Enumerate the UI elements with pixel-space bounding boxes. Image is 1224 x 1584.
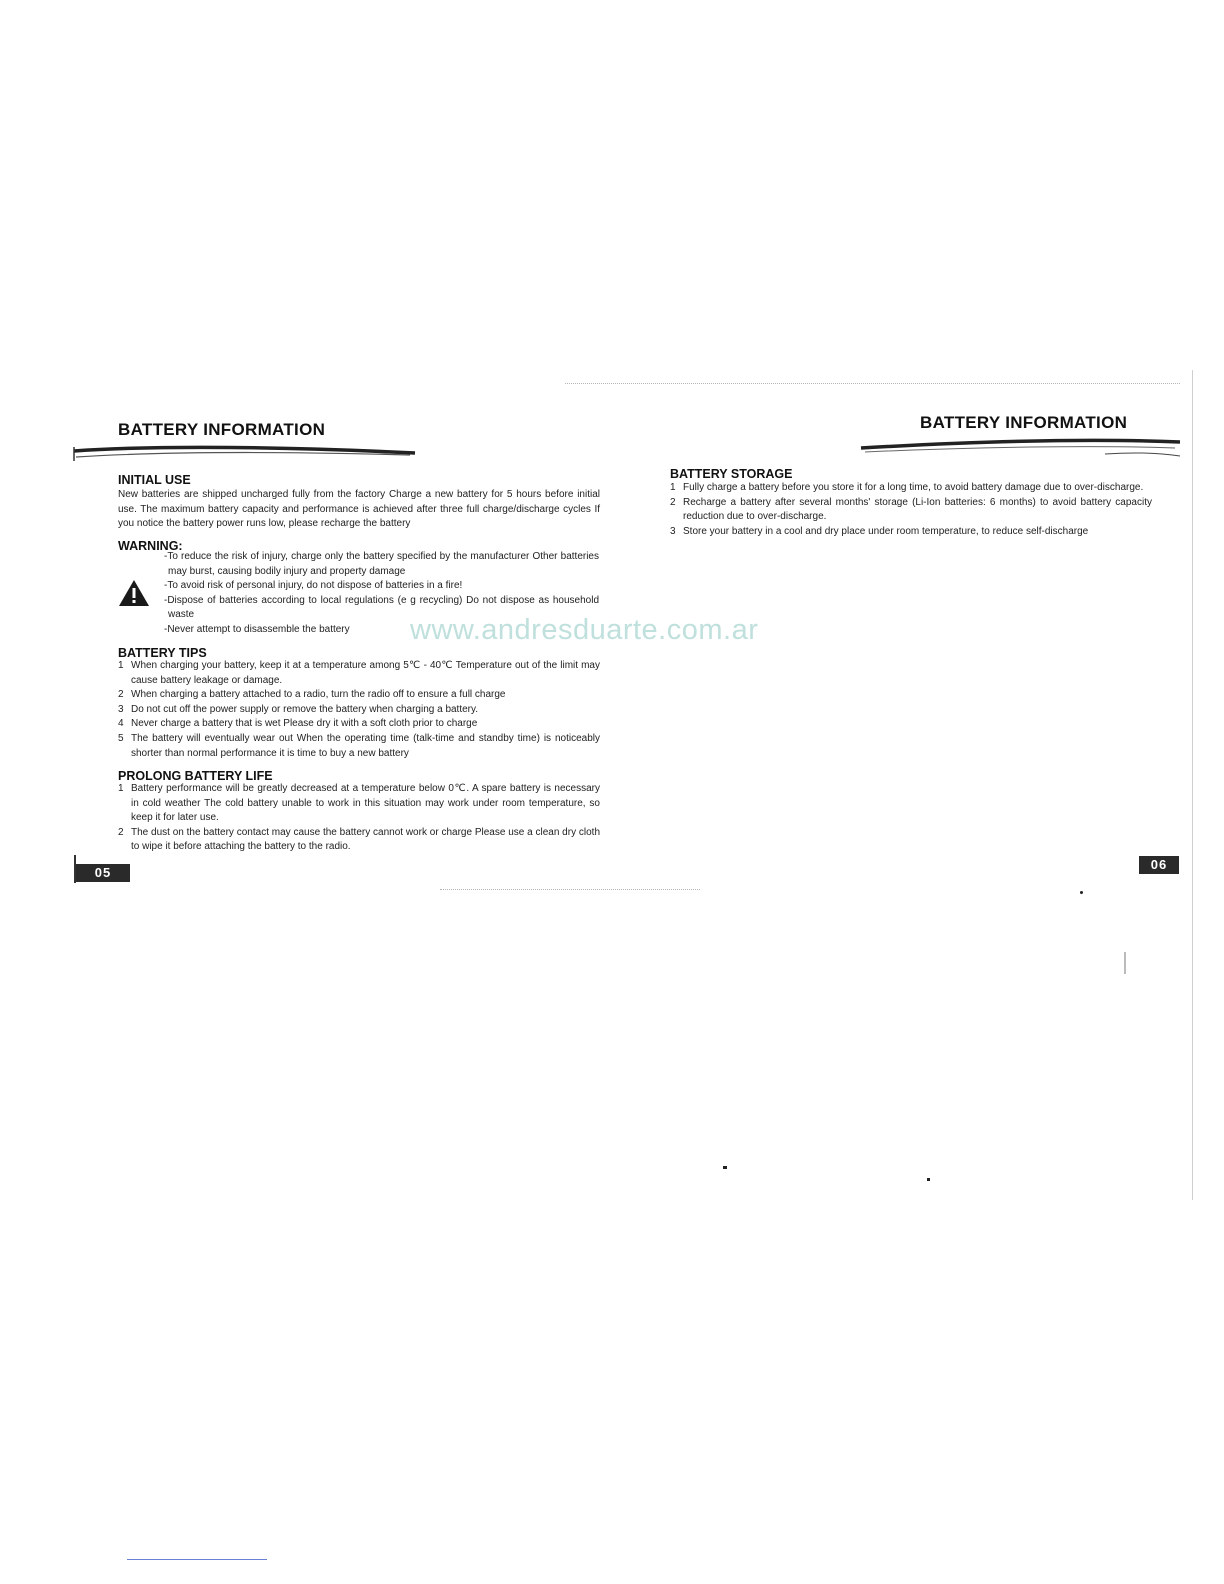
list-item-text: When charging a battery attached to a radio, turn the radio off to ensure a full charge	[131, 689, 506, 701]
battery-storage-list	[670, 481, 1152, 539]
list-item-number: 4	[118, 718, 124, 730]
left-badge-edge-mark	[74, 855, 76, 883]
prolong-battery-life-list	[118, 782, 600, 855]
list-item-text: Battery performance will be greatly decreased at a temperature below 0℃. A spare battery is necessary in cold weather The cold battery unable to work in this situation may work under room temperature, so keep it for later use.	[131, 783, 600, 824]
list-item	[670, 496, 1152, 525]
list-item	[118, 717, 600, 732]
battery-tips-list	[118, 659, 600, 761]
list-item-text: Recharge a battery after several months' storage (Li-Ion batteries: 6 months) to avoid battery capacity reduction due to over-discharge.	[683, 496, 1152, 523]
scan-speck	[1080, 891, 1083, 894]
battery-storage-title: BATTERY STORAGE	[670, 467, 793, 481]
list-item	[118, 732, 600, 761]
initial-use-title: INITIAL USE	[118, 473, 191, 487]
list-item	[118, 782, 600, 826]
right-edge-scan-line	[1192, 370, 1193, 1200]
page-number-badge-left: 05	[76, 864, 130, 882]
right-header-title: BATTERY INFORMATION	[920, 413, 1128, 432]
list-item-text: When charging your battery, keep it at a temperature among 5℃ - 40℃ Temperature out of the limit may cause battery leakage or damage.	[131, 660, 600, 686]
battery-tips-title: BATTERY TIPS	[118, 646, 207, 660]
warning-item: -To reduce the risk of injury, charge only the battery specified by the manufacturer Other batteries may burst, causing bodily injury and property damage	[164, 551, 599, 577]
warning-item: -To avoid risk of personal injury, do not dispose of batteries in a fire!	[164, 580, 463, 592]
warning-item: -Dispose of batteries according to local regulations (e g recycling) Do not dispose as household waste	[164, 594, 599, 621]
warning-item: -Never attempt to disassemble the battery	[164, 623, 350, 635]
list-item	[118, 703, 600, 718]
list-item-number: 2	[118, 826, 124, 838]
list-item-number: 2	[670, 496, 676, 508]
list-item-text: Never charge a battery that is wet Please dry it with a soft cloth prior to charge	[131, 718, 478, 730]
list-item-number: 1	[118, 783, 124, 794]
left-header-swoosh	[70, 443, 430, 465]
list-item-number: 2	[118, 689, 124, 701]
list-item	[118, 688, 600, 703]
prolong-battery-life-title: PROLONG BATTERY LIFE	[118, 769, 273, 783]
list-item-text: Store your battery in a cool and dry place under room temperature, to reduce self-discharge	[683, 525, 1089, 537]
scan-speck	[1124, 952, 1126, 974]
page-number-badge-right: 06	[1139, 856, 1179, 874]
list-item-number: 1	[670, 482, 676, 493]
watermark-url: www.andresduarte.com.ar	[410, 614, 759, 646]
list-item-number: 3	[670, 525, 676, 537]
bottom-blue-rule	[127, 1559, 267, 1560]
list-item-text: Fully charge a battery before you store it for a long time, to avoid battery damage due to over-discharge.	[683, 482, 1144, 493]
scan-speck	[723, 1166, 727, 1169]
bottom-scan-rule	[440, 889, 700, 890]
right-header-swoosh	[855, 436, 1185, 460]
list-item-number: 1	[118, 660, 124, 671]
list-item-text: Do not cut off the power supply or remove the battery when charging a battery.	[131, 703, 479, 715]
warning-title: WARNING:	[118, 539, 183, 553]
top-scan-rule	[565, 383, 1180, 384]
list-item	[670, 525, 1152, 540]
list-item-text: The battery will eventually wear out When the operating time (talk-time and standby time) is noticeably shorter than normal performance it is time to buy a new battery	[131, 732, 600, 759]
list-item-number: 5	[118, 732, 124, 744]
scan-speck	[927, 1178, 930, 1181]
list-item	[118, 659, 600, 688]
list-item-text: The dust on the battery contact may cause the battery cannot work or charge Please use a clean dry cloth to wipe it before attaching the battery to the radio.	[131, 826, 600, 853]
warning-triangle-icon	[118, 578, 150, 608]
list-item	[118, 826, 600, 855]
initial-use-text: New batteries are shipped uncharged fully from the factory Charge a new battery for 5 hours before initial use. The maximum battery capacity and performance is achieved after three full charge/discharge cycles If you notice the battery power runs low, please recharge the battery	[118, 489, 600, 530]
list-item-number: 3	[118, 703, 124, 715]
left-header-title: BATTERY INFORMATION	[118, 420, 326, 439]
list-item	[670, 481, 1152, 496]
